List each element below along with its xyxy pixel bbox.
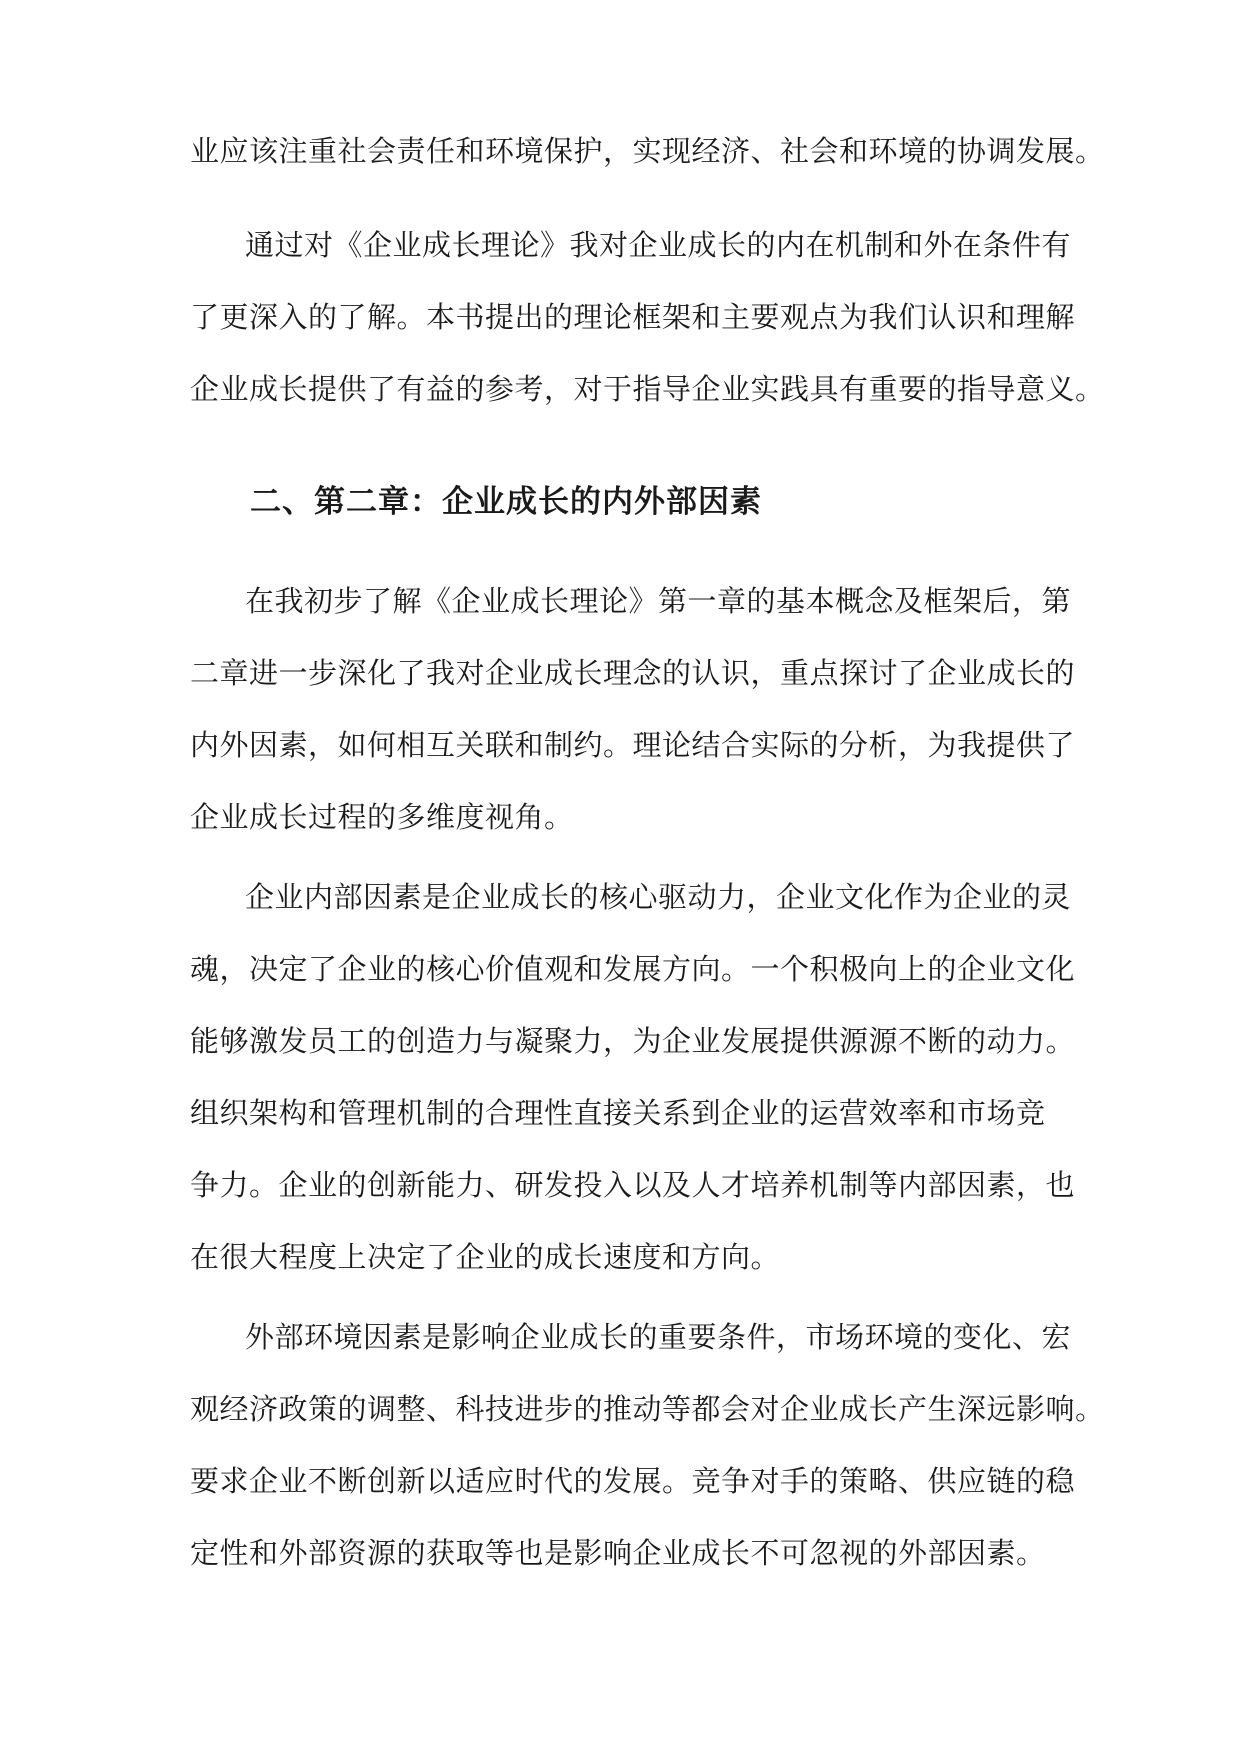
section-heading: 二、第二章：企业成长的内外部因素	[250, 484, 762, 520]
text-line: 了更深入的了解。本书提出的理论框架和主要观点为我们认识和理解	[190, 300, 1076, 334]
text-line: 观经济政策的调整、科技进步的推动等都会对企业成长产生深远影响。	[190, 1392, 1105, 1426]
text-line: 企业成长过程的多维度视角。	[190, 800, 574, 834]
text-line: 企业成长提供了有益的参考，对于指导企业实践具有重要的指导意义。	[190, 372, 1105, 406]
text-line: 定性和外部资源的获取等也是影响企业成长不可忽视的外部因素。	[190, 1536, 1046, 1570]
text-line: 外部环境因素是影响企业成长的重要条件，市场环境的变化、宏	[245, 1320, 1072, 1354]
text-line: 魂，决定了企业的核心价值观和发展方向。一个积极向上的企业文化	[190, 952, 1076, 986]
text-line: 二章进一步深化了我对企业成长理念的认识，重点探讨了企业成长的	[190, 656, 1076, 690]
text-line: 组织架构和管理机制的合理性直接关系到企业的运营效率和市场竞	[190, 1096, 1046, 1130]
text-line: 内外因素，如何相互关联和制约。理论结合实际的分析，为我提供了	[190, 728, 1076, 762]
text-line: 业应该注重社会责任和环境保护，实现经济、社会和环境的协调发展。	[190, 134, 1105, 168]
text-line: 争力。企业的创新能力、研发投入以及人才培养机制等内部因素，也	[190, 1168, 1076, 1202]
text-line: 在很大程度上决定了企业的成长速度和方向。	[190, 1240, 781, 1274]
text-line: 企业内部因素是企业成长的核心驱动力，企业文化作为企业的灵	[245, 880, 1072, 914]
text-line: 能够激发员工的创造力与凝聚力，为企业发展提供源源不断的动力。	[190, 1024, 1076, 1058]
text-line: 在我初步了解《企业成长理论》第一章的基本概念及框架后，第	[245, 584, 1072, 618]
text-line: 要求企业不断创新以适应时代的发展。竞争对手的策略、供应链的稳	[190, 1464, 1076, 1498]
text-line: 通过对《企业成长理论》我对企业成长的内在机制和外在条件有	[245, 228, 1072, 262]
